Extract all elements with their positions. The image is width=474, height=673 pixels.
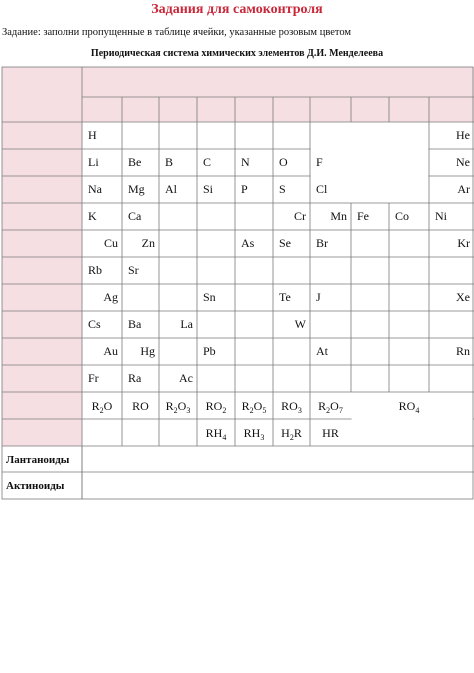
element-symbol: Ar	[457, 182, 470, 196]
actinides-label: Актиноиды	[6, 480, 65, 492]
lanthanides-label: Лантаноиды	[6, 454, 70, 466]
formula: $R_2O_7$	[318, 399, 343, 415]
page-title: Задания для самоконтроля	[151, 2, 323, 17]
element-symbol: Xe	[456, 290, 470, 304]
element-symbol: Cr	[294, 209, 306, 223]
element-symbol: Ba	[128, 317, 142, 331]
element-symbol: Sn	[203, 290, 216, 304]
element-symbol: Sr	[128, 263, 139, 277]
formula: $R_2O$	[91, 399, 113, 415]
element-symbol: Pb	[203, 344, 216, 358]
formula: RO	[132, 399, 149, 413]
element-symbol: La	[180, 317, 193, 331]
element-symbol: Fe	[357, 209, 369, 223]
element-symbol: Rb	[88, 263, 103, 277]
formula: $RO_4$	[398, 399, 420, 415]
element-symbol: Na	[88, 182, 102, 196]
element-symbol: As	[241, 236, 255, 250]
formula: $H_2R$	[281, 426, 302, 442]
formula: $RH_4$	[205, 426, 227, 442]
element-symbol: He	[456, 128, 470, 142]
element-symbol: Br	[316, 236, 328, 250]
element-symbol: Be	[128, 155, 142, 169]
table-title: Периодическая система химических элементов Д.И. Менделеева	[90, 48, 384, 59]
element-symbol: Si	[203, 182, 214, 196]
element-symbol: S	[279, 182, 286, 196]
element-symbol: Mn	[330, 209, 347, 223]
element-symbol: Ag	[103, 290, 118, 304]
element-symbol: Ra	[128, 371, 142, 385]
element-symbol: K	[88, 209, 97, 223]
formula: $R_2O_5$	[241, 399, 267, 415]
element-symbol: Fr	[88, 371, 99, 385]
formula: $RO_3$	[281, 399, 302, 415]
element-symbol: Se	[279, 236, 291, 250]
table-cells	[2, 67, 474, 446]
formula: $RO_2$	[205, 399, 227, 415]
element-symbol: Mg	[128, 182, 145, 196]
element-symbol: Li	[88, 155, 99, 169]
element-symbol: Zn	[141, 236, 155, 250]
merged-block-mask	[311, 148, 429, 149]
element-symbol: Cs	[88, 317, 101, 331]
element-symbol: Kr	[457, 236, 470, 250]
task-text: Задание: заполни пропущенные в таблице ячейки, указанные розовым цветом	[2, 27, 352, 38]
element-symbol: Ni	[435, 209, 447, 223]
element-symbol: B	[165, 155, 174, 169]
element-symbol: O	[279, 155, 288, 169]
element-symbol: Te	[279, 290, 291, 304]
element-symbol: H	[88, 128, 97, 142]
element-symbol: Cu	[103, 236, 118, 250]
element-symbol: J	[316, 290, 321, 304]
element-symbol: P	[241, 182, 248, 196]
element-symbol: N	[241, 155, 250, 169]
header-band-pink	[2, 67, 474, 122]
element-symbol: Co	[395, 209, 410, 223]
element-symbol: C	[203, 155, 212, 169]
element-symbol: Rn	[455, 344, 470, 358]
element-symbol: At	[316, 344, 328, 358]
element-symbol: Ne	[456, 155, 470, 169]
merged-block-mask	[311, 175, 429, 176]
element-symbol: Ac	[179, 371, 193, 385]
formula: $R_2O_3$	[165, 399, 191, 415]
element-symbol: Au	[103, 344, 118, 358]
element-symbol: W	[294, 317, 306, 331]
element-symbol: Hg	[140, 344, 155, 358]
element-symbol: Cl	[316, 182, 328, 196]
element-symbol: Al	[165, 182, 177, 196]
merged-block-mask	[352, 418, 473, 419]
formula: HR	[322, 426, 339, 440]
element-symbol: Ca	[128, 209, 142, 223]
formula: $RH_3$	[243, 426, 265, 442]
element-symbol: F	[316, 155, 323, 169]
